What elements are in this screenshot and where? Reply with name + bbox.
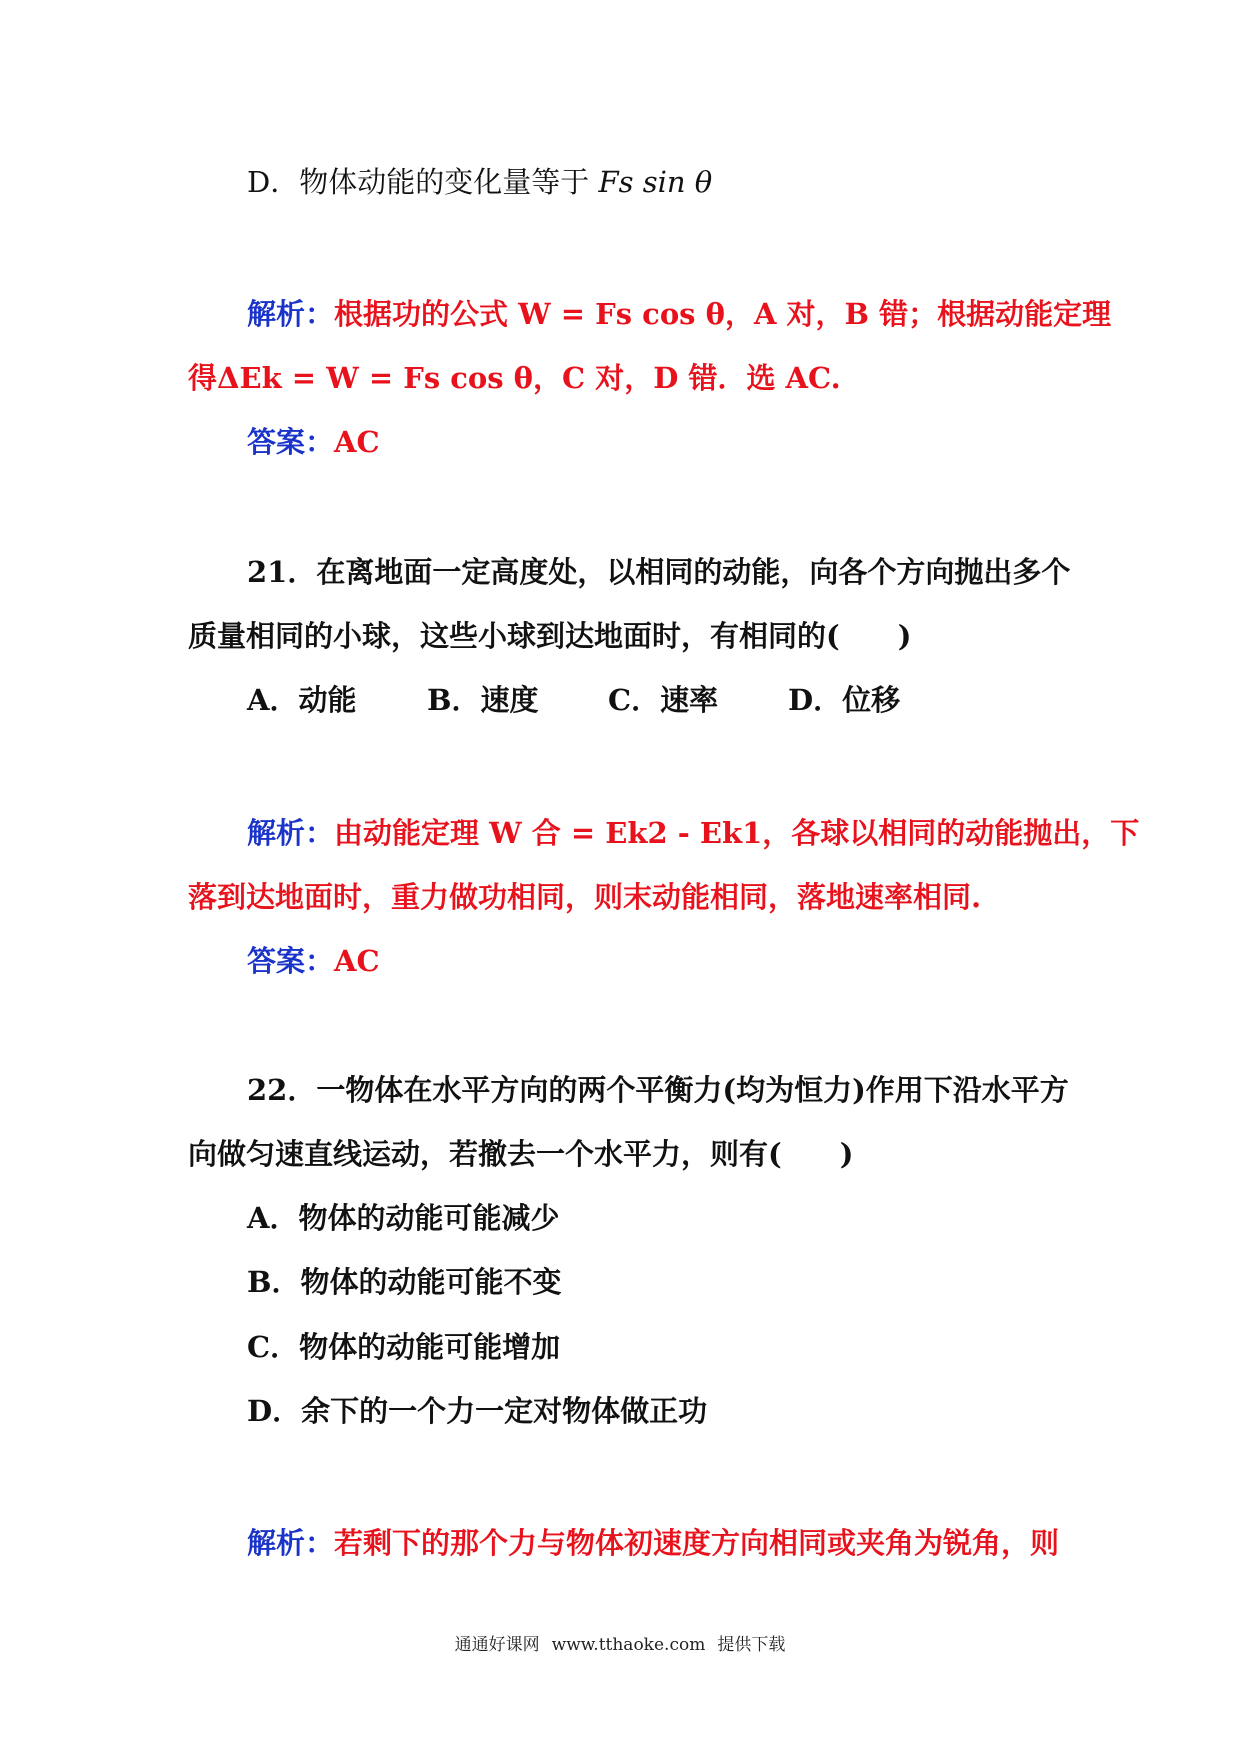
analysis-text: 若剩下的那个力与物体初速度方向相同或夹角为锐角，则 [334,1526,1060,1560]
q20-answer [247,422,380,462]
answer-label: 答案： [247,944,335,978]
q21-options [247,680,900,720]
analysis-text: 得ΔEk = W = Fs cos θ，C 对，D 错．选 AC. [188,361,841,395]
q21-answer [247,941,380,981]
option-label: D． [247,165,300,199]
analysis-text: 根据功的公式 W = Fs cos θ，A 对，B 错；根据动能定理 [334,297,1112,331]
q22-option-d: D．余下的一个力一定对物体做正功 [247,1394,708,1428]
q22-stem-line1: 22．一物体在水平方向的两个平衡力(均为恒力)作用下沿水平方 [247,1073,1069,1107]
footer-url[interactable]: www.tthaoke.com [551,1635,706,1655]
footer-site-name: 通通好课网 [454,1635,540,1655]
q21-option-a: A．动能 [247,683,357,717]
q21-analysis-line1 [247,813,1139,853]
analysis-text: 由动能定理 W 合 = Ek2 - Ek1，各球以相同的动能抛出，下 [334,816,1140,850]
option-formula: Fs sin θ [598,165,713,199]
q22-option-a: A．物体的动能可能减少 [247,1201,560,1235]
analysis-text: 落到达地面时，重力做功相同，则末动能相同，落地速率相同. [188,880,982,914]
page-footer [0,1633,1240,1657]
analysis-label: 解析： [247,816,335,850]
q22-option-c: C．物体的动能可能增加 [247,1330,561,1364]
answer-label: 答案： [247,425,335,459]
q21-analysis-line2 [188,877,981,917]
q20-option-d [247,162,712,202]
analysis-label: 解析： [247,1526,335,1560]
q21-option-b: B．速度 [427,683,539,717]
answer-value: AC [334,425,380,459]
option-text: 物体动能的变化量等于 [299,165,590,199]
q21-option-c: C．速率 [608,683,719,717]
q21-stem-line2: 质量相同的小球，这些小球到达地面时，有相同的( ) [188,619,912,653]
q22-option-b: B．物体的动能可能不变 [247,1265,562,1299]
q20-analysis-line1 [247,294,1111,334]
analysis-label: 解析： [247,297,335,331]
q20-analysis-line2 [188,358,841,398]
footer-note: 提供下载 [717,1635,786,1655]
q22-analysis-line1 [247,1523,1059,1563]
q21-stem-line1: 21．在离地面一定高度处，以相同的动能，向各个方向抛出多个 [247,555,1071,589]
answer-value: AC [334,944,380,978]
q22-stem-line2: 向做匀速直线运动，若撤去一个水平力，则有( ) [188,1137,854,1171]
q21-option-d: D．位移 [788,683,901,717]
